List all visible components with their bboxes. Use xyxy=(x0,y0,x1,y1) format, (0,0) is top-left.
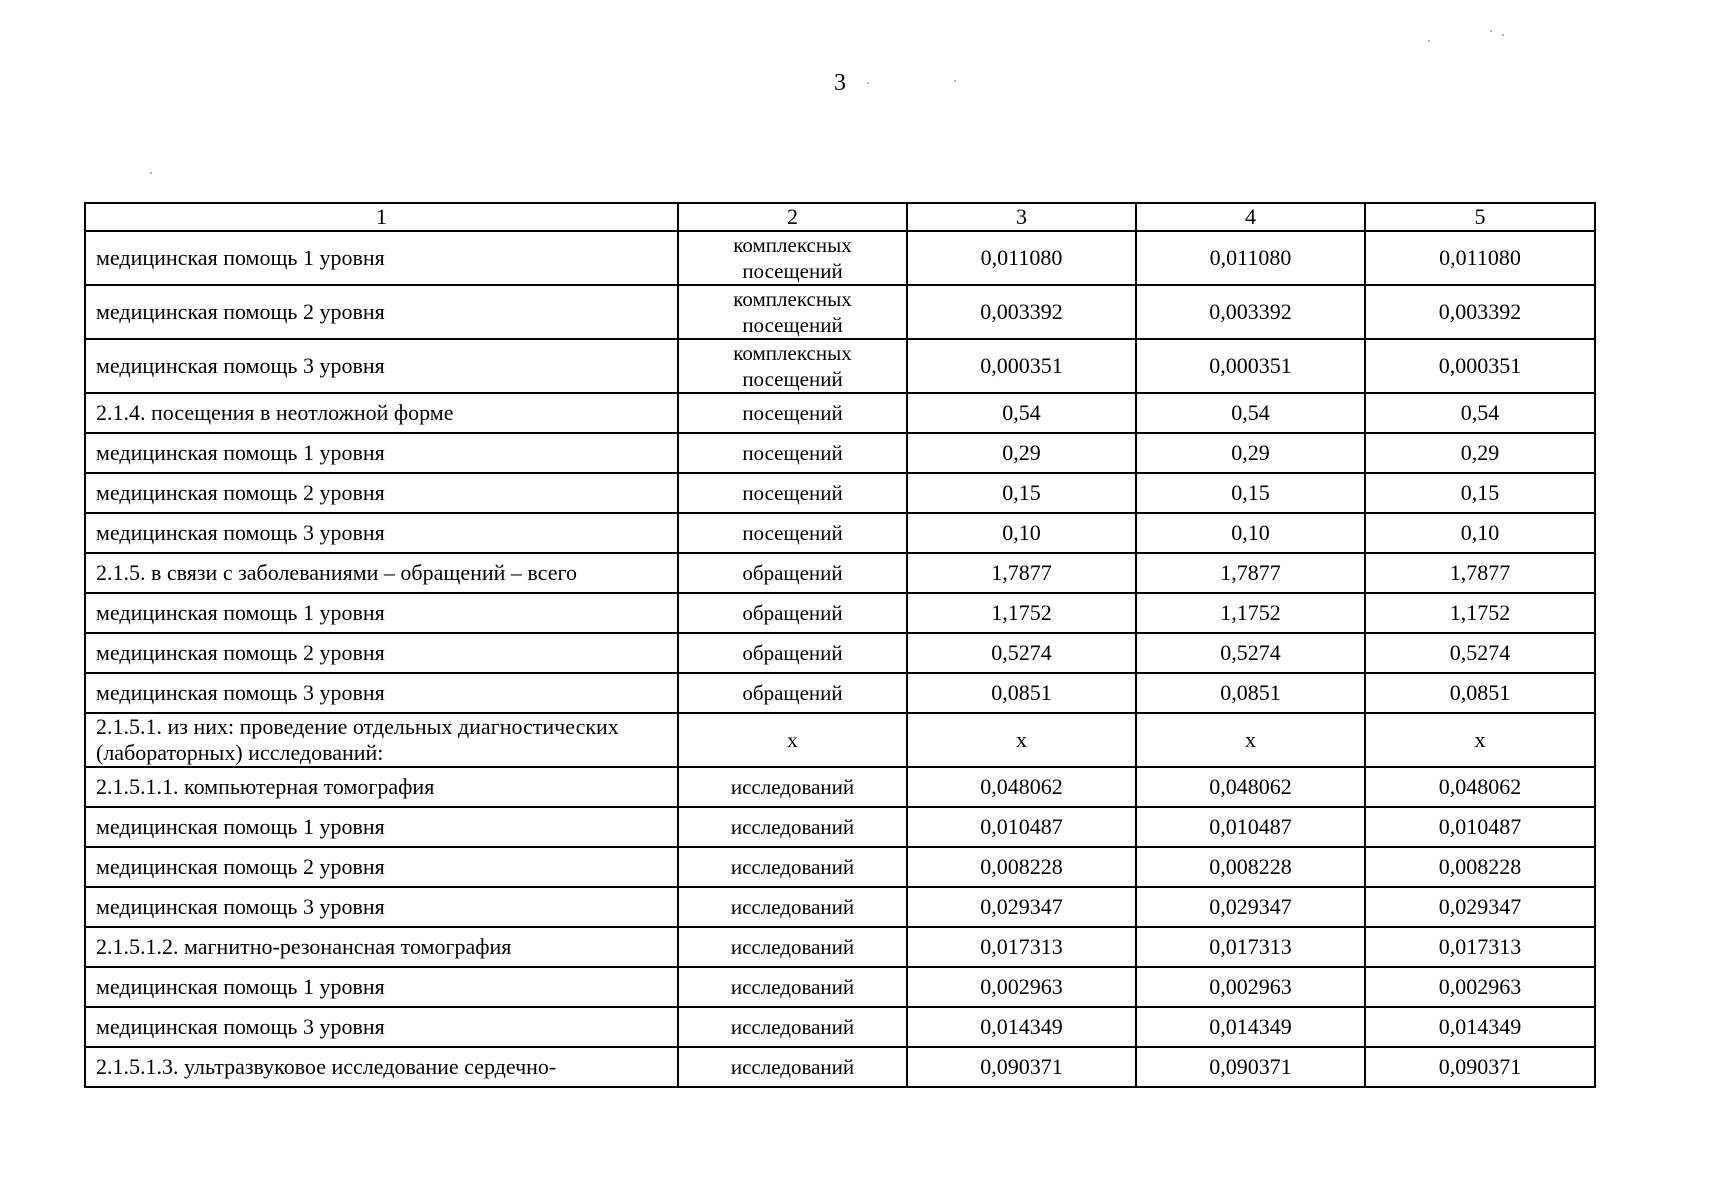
value-cell-col5: 0,029347 xyxy=(1365,887,1595,927)
row-label: медицинская помощь 1 уровня xyxy=(85,433,678,473)
table-row xyxy=(85,1007,1595,1047)
unit-cell: посещений xyxy=(678,433,907,473)
value-cell-col5: 0,014349 xyxy=(1365,1007,1595,1047)
row-label: 2.1.5.1. из них: проведение отдельных диагностических (лабораторных) исследований: xyxy=(85,713,678,767)
value-cell-col3: 0,29 xyxy=(907,433,1136,473)
value-cell-col4: 0,10 xyxy=(1136,513,1365,553)
value-cell-col5: 0,15 xyxy=(1365,473,1595,513)
table-row xyxy=(85,807,1595,847)
value-cell-col5: 0,5274 xyxy=(1365,633,1595,673)
table-row xyxy=(85,393,1595,433)
value-cell-col4: 0,000351 xyxy=(1136,339,1365,393)
row-label: медицинская помощь 1 уровня xyxy=(85,967,678,1007)
table-row xyxy=(85,967,1595,1007)
row-label: медицинская помощь 3 уровня xyxy=(85,513,678,553)
value-cell-col4: 1,7877 xyxy=(1136,553,1365,593)
scan-speck xyxy=(1490,30,1492,32)
table-row xyxy=(85,553,1595,593)
value-cell-col4: 0,15 xyxy=(1136,473,1365,513)
row-label: медицинская помощь 1 уровня xyxy=(85,231,678,285)
unit-cell: исследований xyxy=(678,807,907,847)
value-cell-col5: 0,003392 xyxy=(1365,285,1595,339)
unit-cell: комплексных посещений xyxy=(678,231,907,285)
value-cell-col5: 1,7877 xyxy=(1365,553,1595,593)
value-cell-col5: 0,10 xyxy=(1365,513,1595,553)
value-cell-col3: х xyxy=(907,713,1136,767)
row-label: медицинская помощь 2 уровня xyxy=(85,847,678,887)
table-row xyxy=(85,433,1595,473)
row-label: 2.1.5.1.2. магнитно-резонансная томография xyxy=(85,927,678,967)
value-cell-col4: 0,029347 xyxy=(1136,887,1365,927)
value-cell-col3: 0,0851 xyxy=(907,673,1136,713)
unit-cell: обращений xyxy=(678,593,907,633)
unit-cell: обращений xyxy=(678,673,907,713)
table-row xyxy=(85,713,1595,767)
value-cell-col5: 0,017313 xyxy=(1365,927,1595,967)
row-label: 2.1.5.1.1. компьютерная томография xyxy=(85,767,678,807)
table-row xyxy=(85,473,1595,513)
table-row xyxy=(85,847,1595,887)
unit-cell: исследований xyxy=(678,927,907,967)
scan-speck xyxy=(867,82,869,84)
value-cell-col3: 0,000351 xyxy=(907,339,1136,393)
table-row xyxy=(85,633,1595,673)
value-cell-col3: 1,7877 xyxy=(907,553,1136,593)
value-cell-col3: 1,1752 xyxy=(907,593,1136,633)
value-cell-col5: 0,010487 xyxy=(1365,807,1595,847)
value-cell-col4: 0,5274 xyxy=(1136,633,1365,673)
value-cell-col4: 1,1752 xyxy=(1136,593,1365,633)
scan-speck xyxy=(1502,34,1504,36)
page-number: 3 xyxy=(834,70,846,96)
value-cell-col3: 0,003392 xyxy=(907,285,1136,339)
unit-cell: обращений xyxy=(678,633,907,673)
table-row xyxy=(85,767,1595,807)
scan-speck xyxy=(954,80,956,82)
value-cell-col4: 0,090371 xyxy=(1136,1047,1365,1087)
table-row xyxy=(85,927,1595,967)
column-header: 2 xyxy=(678,203,907,231)
value-cell-col5: 0,29 xyxy=(1365,433,1595,473)
value-cell-col3: 0,008228 xyxy=(907,847,1136,887)
table-row xyxy=(85,1047,1595,1087)
row-label: 2.1.5. в связи с заболеваниями – обращений – всего xyxy=(85,553,678,593)
value-cell-col5: 0,54 xyxy=(1365,393,1595,433)
value-cell-col3: 0,011080 xyxy=(907,231,1136,285)
row-label: 2.1.4. посещения в неотложной форме xyxy=(85,393,678,433)
row-label: медицинская помощь 3 уровня xyxy=(85,673,678,713)
value-cell-col5: 0,090371 xyxy=(1365,1047,1595,1087)
value-cell-col3: 0,5274 xyxy=(907,633,1136,673)
scan-speck xyxy=(1428,40,1430,42)
column-number-row xyxy=(85,203,1595,231)
scan-speck xyxy=(150,172,152,174)
value-cell-col4: 0,002963 xyxy=(1136,967,1365,1007)
unit-cell: посещений xyxy=(678,513,907,553)
row-label: медицинская помощь 3 уровня xyxy=(85,1007,678,1047)
indicators-table xyxy=(84,202,1596,1088)
row-label: медицинская помощь 3 уровня xyxy=(85,339,678,393)
value-cell-col3: 0,048062 xyxy=(907,767,1136,807)
unit-cell: обращений xyxy=(678,553,907,593)
unit-cell: комплексных посещений xyxy=(678,339,907,393)
value-cell-col4: 0,29 xyxy=(1136,433,1365,473)
value-cell-col3: 0,017313 xyxy=(907,927,1136,967)
value-cell-col3: 0,002963 xyxy=(907,967,1136,1007)
value-cell-col3: 0,014349 xyxy=(907,1007,1136,1047)
value-cell-col3: 0,090371 xyxy=(907,1047,1136,1087)
unit-cell: посещений xyxy=(678,473,907,513)
unit-cell: х xyxy=(678,713,907,767)
value-cell-col5: 0,008228 xyxy=(1365,847,1595,887)
row-label: медицинская помощь 1 уровня xyxy=(85,807,678,847)
row-label: медицинская помощь 1 уровня xyxy=(85,593,678,633)
value-cell-col4: 0,54 xyxy=(1136,393,1365,433)
value-cell-col5: х xyxy=(1365,713,1595,767)
unit-cell: исследований xyxy=(678,847,907,887)
value-cell-col4: 0,003392 xyxy=(1136,285,1365,339)
unit-cell: исследований xyxy=(678,887,907,927)
unit-cell: комплексных посещений xyxy=(678,285,907,339)
row-label: медицинская помощь 2 уровня xyxy=(85,473,678,513)
value-cell-col5: 0,011080 xyxy=(1365,231,1595,285)
value-cell-col4: 0,014349 xyxy=(1136,1007,1365,1047)
column-header: 4 xyxy=(1136,203,1365,231)
value-cell-col3: 0,54 xyxy=(907,393,1136,433)
table-row xyxy=(85,887,1595,927)
unit-cell: посещений xyxy=(678,393,907,433)
value-cell-col4: 0,017313 xyxy=(1136,927,1365,967)
table-row xyxy=(85,513,1595,553)
unit-cell: исследований xyxy=(678,767,907,807)
table-row xyxy=(85,673,1595,713)
table-row xyxy=(85,285,1595,339)
value-cell-col5: 0,048062 xyxy=(1365,767,1595,807)
unit-cell: исследований xyxy=(678,967,907,1007)
value-cell-col4: 0,0851 xyxy=(1136,673,1365,713)
row-label: 2.1.5.1.3. ультразвуковое исследование сердечно- xyxy=(85,1047,678,1087)
table-row xyxy=(85,339,1595,393)
unit-cell: исследований xyxy=(678,1047,907,1087)
value-cell-col4: 0,048062 xyxy=(1136,767,1365,807)
value-cell-col5: 0,000351 xyxy=(1365,339,1595,393)
value-cell-col4: 0,008228 xyxy=(1136,847,1365,887)
column-header: 5 xyxy=(1365,203,1595,231)
value-cell-col4: х xyxy=(1136,713,1365,767)
value-cell-col3: 0,010487 xyxy=(907,807,1136,847)
value-cell-col3: 0,15 xyxy=(907,473,1136,513)
value-cell-col4: 0,011080 xyxy=(1136,231,1365,285)
row-label: медицинская помощь 2 уровня xyxy=(85,285,678,339)
table-row xyxy=(85,231,1595,285)
value-cell-col4: 0,010487 xyxy=(1136,807,1365,847)
column-header: 3 xyxy=(907,203,1136,231)
unit-cell: исследований xyxy=(678,1007,907,1047)
value-cell-col5: 0,0851 xyxy=(1365,673,1595,713)
value-cell-col5: 1,1752 xyxy=(1365,593,1595,633)
value-cell-col3: 0,029347 xyxy=(907,887,1136,927)
row-label: медицинская помощь 2 уровня xyxy=(85,633,678,673)
column-header: 1 xyxy=(85,203,678,231)
value-cell-col5: 0,002963 xyxy=(1365,967,1595,1007)
row-label: медицинская помощь 3 уровня xyxy=(85,887,678,927)
value-cell-col3: 0,10 xyxy=(907,513,1136,553)
table-row xyxy=(85,593,1595,633)
